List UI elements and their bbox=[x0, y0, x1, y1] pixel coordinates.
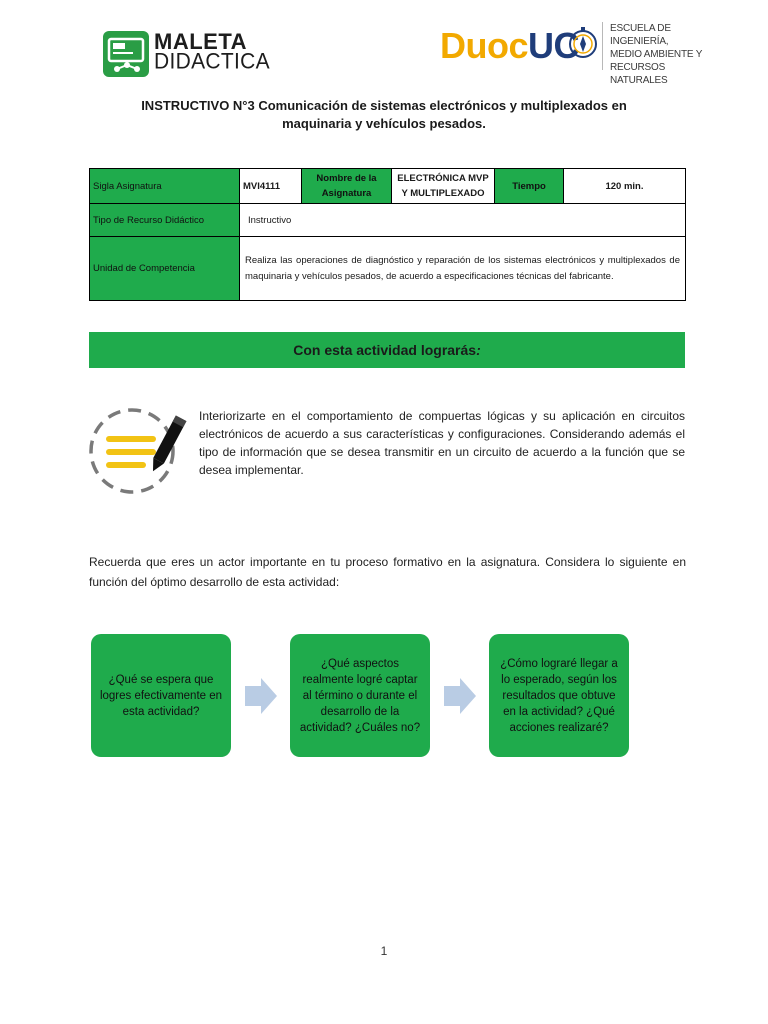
duoc-word: Duoc bbox=[440, 25, 528, 66]
document-title-line1: INSTRUCTIVO N°3 Comunicación de sistemas electrónicos y multiplexados en bbox=[141, 98, 627, 113]
document-title-line2: maquinaria y vehículos pesados. bbox=[282, 116, 486, 131]
activity-banner bbox=[89, 332, 685, 368]
notepad-pencil-icon bbox=[86, 403, 188, 499]
school-line-2: MEDIO AMBIENTE Y bbox=[610, 49, 703, 60]
banner-text: Con esta actividad lograrás bbox=[293, 342, 477, 358]
flow-box-achievements: ¿Qué aspectos realmente logré captar al término o durante el desarrollo de la actividad? ¿Cuáles no? bbox=[290, 634, 430, 757]
sigla-value: MVI4111 bbox=[240, 169, 302, 204]
duoc-seal-icon bbox=[568, 26, 598, 62]
nombre-value: ELECTRÓNICA MVP Y MULTIPLEXADO bbox=[392, 169, 495, 204]
school-line-1: ESCUELA DE INGENIERÍA, bbox=[610, 23, 671, 47]
flow-box-actions: ¿Cómo lograré llegar a lo esperado, según los resultados que obtuve en la actividad? ¿Qué acciones realizaré? bbox=[489, 634, 629, 757]
maleta-board-icon bbox=[103, 31, 149, 77]
table-row bbox=[90, 204, 686, 237]
document-title bbox=[130, 97, 638, 133]
reminder-text: Recuerda que eres un actor importante en tu proceso formativo en la asignatura. Considera lo siguiente en función del óptimo desarrollo de esta actividad: bbox=[89, 555, 686, 589]
uc-word: UC bbox=[528, 25, 579, 66]
flow-box-expectations: ¿Qué se espera que logres efectivamente en esta actividad? bbox=[91, 634, 231, 757]
tipo-value: Instructivo bbox=[240, 204, 686, 237]
course-info-table bbox=[89, 168, 686, 301]
duoc-uc-logo bbox=[440, 22, 710, 86]
table-row bbox=[90, 169, 686, 204]
banner-colon: : bbox=[476, 342, 481, 358]
activity-description: Interiorizarte en el comportamiento de compuertas lógicas y su aplicación en circuitos electrónicos de acuerdo a sus características y configuraciones. Considerando además el tipo de información que se desea transmitir en un circuito de acuerdo a la función que se desea implementar. bbox=[199, 409, 685, 477]
right-arrow-icon bbox=[444, 676, 476, 716]
maleta-logo-line2: DIDACTICA bbox=[154, 49, 270, 74]
sigla-label: Sigla Asignatura bbox=[90, 169, 240, 204]
school-line-3: RECURSOS NATURALES bbox=[610, 62, 668, 86]
maleta-logo-line1: MALETA bbox=[154, 29, 248, 54]
page-number: 1 bbox=[380, 944, 388, 958]
tiempo-value: 120 min. bbox=[564, 169, 686, 204]
tipo-label: Tipo de Recurso Didáctico bbox=[90, 204, 240, 237]
unidad-value: Realiza las operaciones de diagnóstico y reparación de los sistemas electrónicos y multiplexados de maquinaria y vehículos pesados, de acuerdo a especificaciones técnicas del fabricante. bbox=[240, 237, 686, 301]
maleta-didactica-logo bbox=[103, 29, 270, 78]
right-arrow-icon bbox=[245, 676, 277, 716]
unidad-label: Unidad de Competencia bbox=[90, 237, 240, 301]
tiempo-label: Tiempo bbox=[495, 169, 564, 204]
nombre-label: Nombre de la Asignatura bbox=[302, 169, 392, 204]
school-name bbox=[610, 22, 720, 87]
table-row bbox=[90, 237, 686, 301]
logo-separator bbox=[602, 22, 603, 70]
